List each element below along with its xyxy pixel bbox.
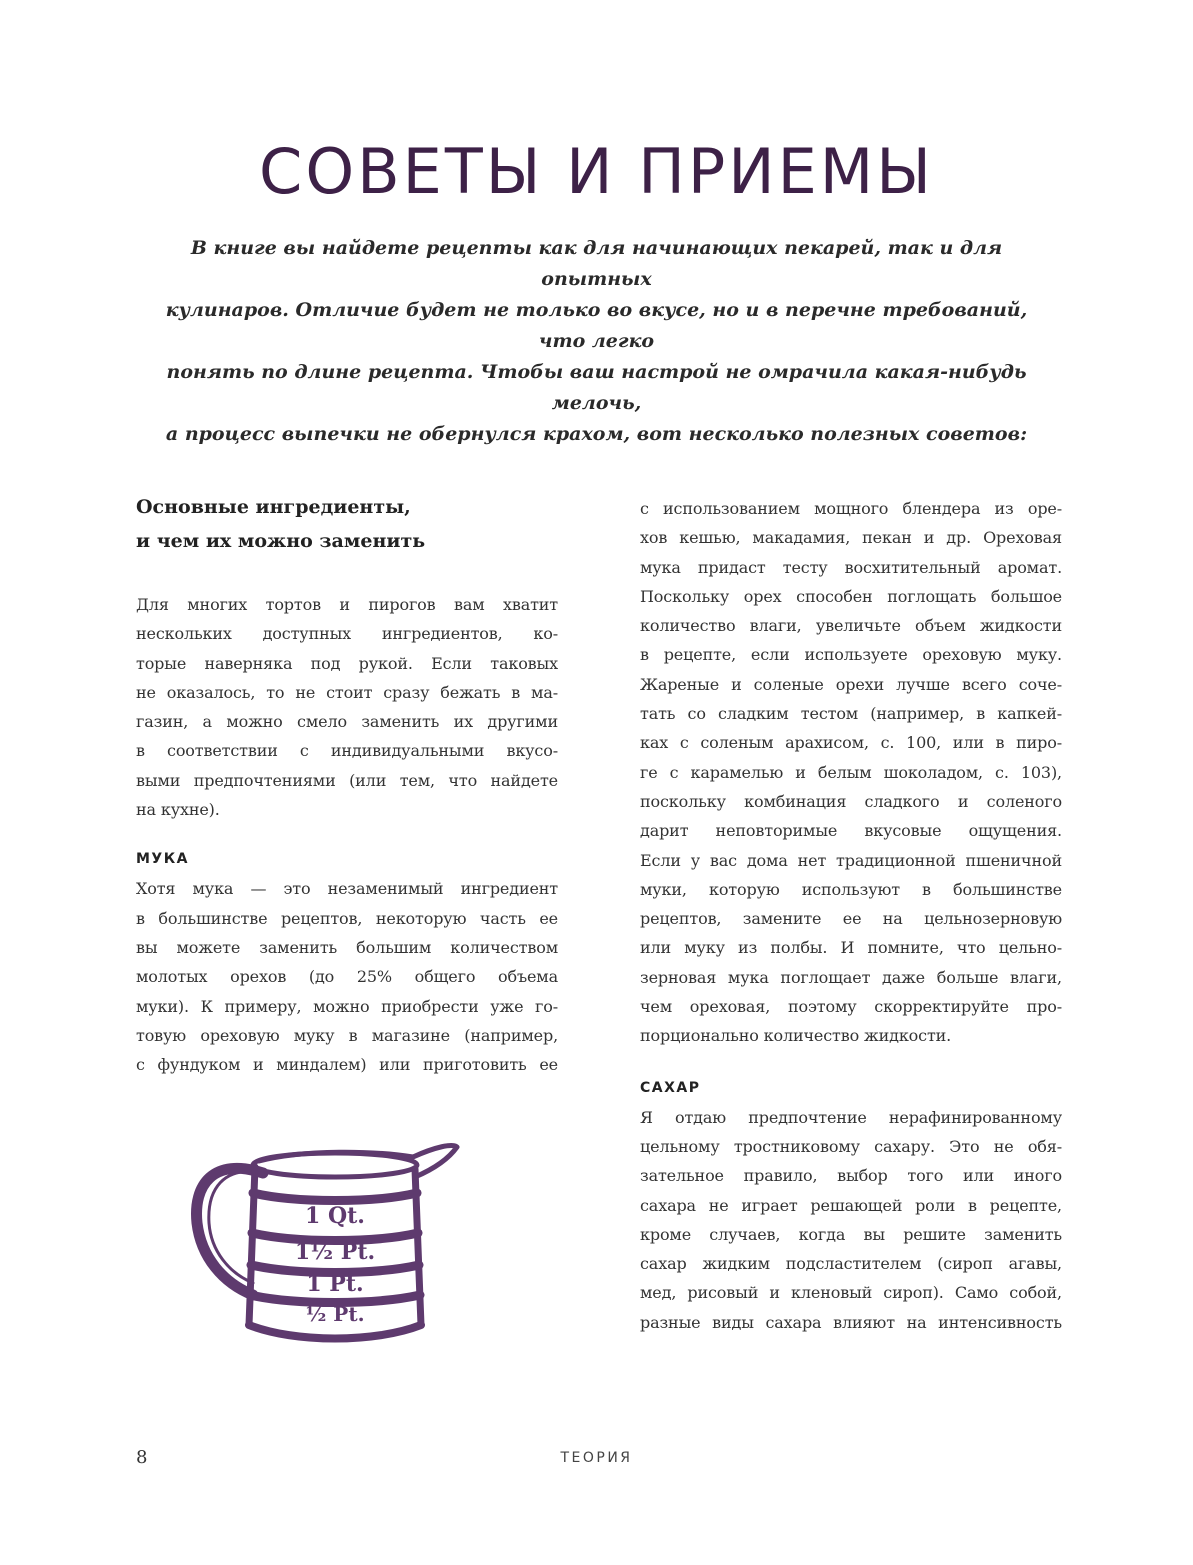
ingredients-paragraph <box>136 590 558 824</box>
intro-line: понять по длине рецепта. Чтобы ваш настрой не омрачила какая-нибудь мелочь, <box>166 361 1027 414</box>
page-number: 8 <box>136 1447 148 1468</box>
text-line: рецептов, замените ее на цельнозерновую <box>640 909 1062 929</box>
text-line: мед, рисовый и кленовый сироп). Само собой, <box>640 1283 1062 1303</box>
text-line: не оказалось, то не стоит сразу бежать в ма- <box>136 682 558 702</box>
text-line: зательное правило, выбор того или иного <box>640 1166 1062 1186</box>
left-column <box>136 490 558 1079</box>
text-line: на кухне). <box>136 800 220 820</box>
sugar-paragraph <box>640 1103 1062 1337</box>
text-line: или муку из полбы. И помните, что цельно- <box>640 938 1062 958</box>
text-line: Для многих тортов и пирогов вам хватит <box>136 595 558 614</box>
text-line: с фундуком и миндалем) или приготовить ее <box>136 1055 558 1075</box>
text-line: количество влаги, увеличьте объем жидкости <box>640 616 1062 636</box>
intro-line: В книге вы найдете рецепты как для начинающих пекарей, так и для опытных <box>190 237 1003 290</box>
heading-line: Основные ингредиенты, <box>136 496 411 518</box>
text-line: дарит неповторимые вкусовые ощущения. <box>640 821 1062 841</box>
text-line: мука придаст тесту восхитительный аромат. <box>640 557 1062 577</box>
page-title: СОВЕТЫ И ПРИЕМЫ <box>259 135 934 208</box>
text-line: чем ореховая, поэтому скорректируйте про- <box>640 997 1062 1017</box>
text-line: нескольких доступных ингредиентов, ко- <box>136 624 558 644</box>
text-line: с использованием мощного блендера из орe- <box>640 499 1062 518</box>
text-line: разные виды сахара влияют на интенсивность <box>640 1312 1062 1332</box>
text-line: Хотя мука — это незаменимый ингредиент <box>136 879 558 899</box>
jug-label: 1 Pt. <box>306 1271 364 1297</box>
intro-paragraph <box>140 233 1053 450</box>
sugar-heading: САХАР <box>640 1079 701 1096</box>
measuring-jug-icon <box>185 1135 470 1350</box>
text-line: муки, которую используют в большинстве <box>640 879 1062 899</box>
section-label: ТЕОРИЯ <box>560 1450 633 1466</box>
flour-heading: МУКА <box>136 851 190 868</box>
text-line: хов кешью, макадамия, пекан и др. Ореховая <box>640 528 1062 548</box>
text-line: тать со сладким тестом (например, в капкей- <box>640 704 1062 724</box>
text-line: ках с соленым арахисом, с. 100, или в пиро- <box>640 733 1062 753</box>
text-line: в рецепте, если используете ореховую муку. <box>640 645 1062 665</box>
flour-paragraph <box>136 874 558 1079</box>
intro-line: кулинаров. Отличие будет не только во вкусе, но и в перечне требований, что легко <box>165 299 1028 352</box>
text-line: в соответствии с индивидуальными вкусо- <box>136 741 558 761</box>
text-line: кроме случаев, когда вы решите заменить <box>640 1224 1062 1244</box>
flour-paragraph-continued <box>640 494 1062 1051</box>
heading-line: и чем их можно заменить <box>136 530 426 552</box>
text-line: поскольку комбинация сладкого и соленого <box>640 791 1062 811</box>
text-line: зерновая мука поглощает даже больше влаги, <box>640 967 1062 987</box>
right-column <box>640 494 1062 1337</box>
text-line: цельному тростниковому сахару. Это не обя- <box>640 1136 1062 1156</box>
text-line: выми предпочтениями (или тем, что найдете <box>136 770 558 790</box>
text-line: Жареные и соленые орехи лучше всего соче- <box>640 674 1062 694</box>
text-line: муки). К примеру, можно приобрести уже го- <box>136 996 558 1016</box>
text-line: газин, а можно смело заменить их другими <box>136 712 558 732</box>
text-line: торые наверняка под рукой. Если таковых <box>136 653 558 673</box>
jug-label: ½ Pt. <box>305 1302 365 1326</box>
intro-line: а процесс выпечки не обернулся крахом, вот несколько полезных советов: <box>165 423 1028 445</box>
jug-label: 1 Qt. <box>305 1203 365 1229</box>
text-line: в большинстве рецептов, некоторую часть ее <box>136 908 558 928</box>
text-line: сахара не играет решающей роли в рецепте, <box>640 1195 1062 1215</box>
text-line: Если у вас дома нет традиционной пшеничной <box>640 850 1062 870</box>
text-line: сахар жидким подсластителем (сироп агавы, <box>640 1254 1062 1274</box>
text-line: порционально количество жидкости. <box>640 1026 952 1046</box>
text-line: молотых орехов (до 25% общего объема <box>136 967 558 987</box>
section-heading <box>136 490 558 558</box>
text-line: Я отдаю предпочтение нерафинированному <box>640 1107 1062 1127</box>
text-line: вы можете заменить большим количеством <box>136 937 558 957</box>
jug-label: 1½ Pt. <box>294 1239 376 1265</box>
text-line: товую ореховую муку в магазине (например, <box>136 1025 558 1045</box>
text-line: ге с карамелью и белым шоколадом, с. 103), <box>640 762 1062 782</box>
text-line: Поскольку орех способен поглощать большое <box>640 586 1062 606</box>
